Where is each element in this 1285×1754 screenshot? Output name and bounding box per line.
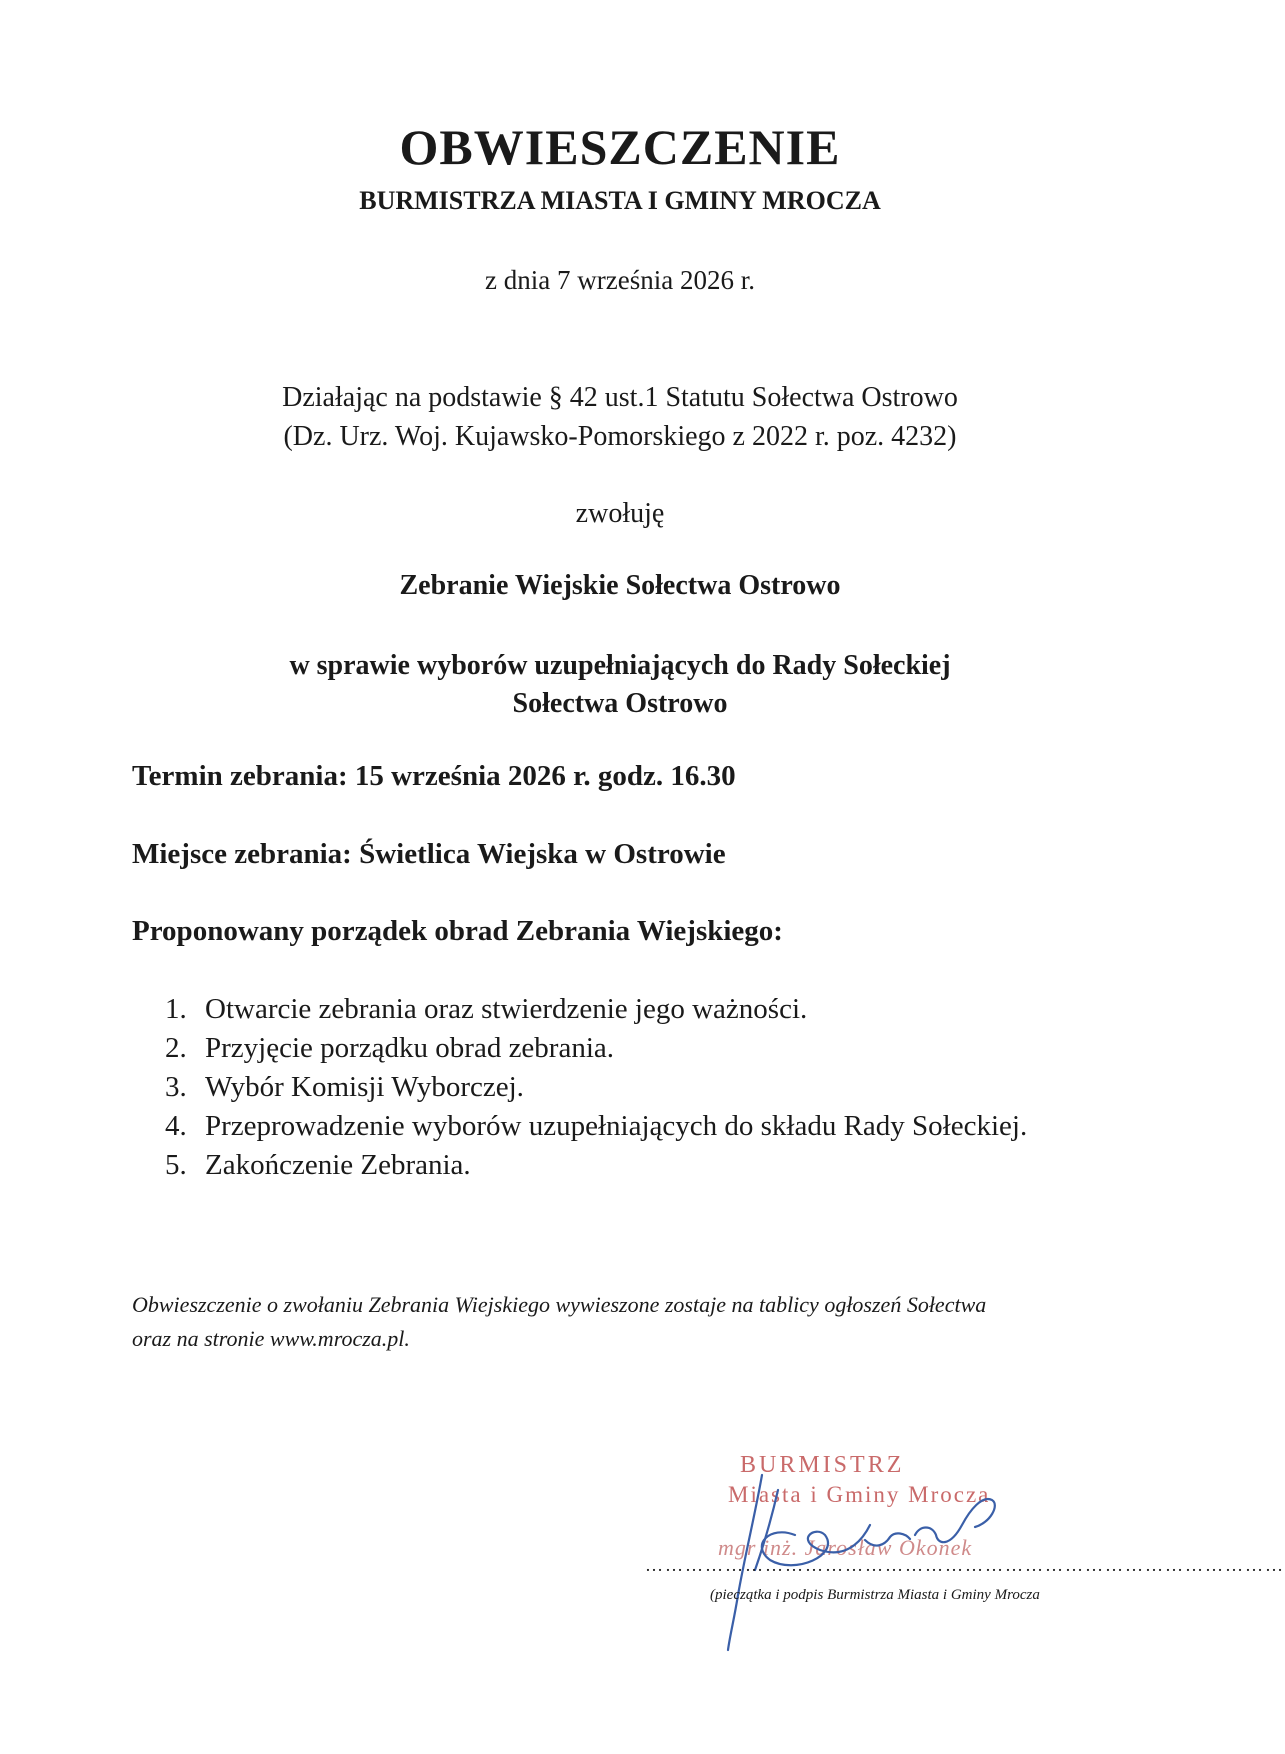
document-date: z dnia 7 września 2026 r. — [485, 265, 755, 295]
agenda-item-number: 4. — [165, 1110, 187, 1142]
signature-stroke — [865, 1533, 910, 1545]
legal-basis-line-2: (Dz. Urz. Woj. Kujawsko-Pomorskiego z 2022 r. poz. 4232) — [283, 421, 957, 452]
signature-line: …………………………………………………………………………………… — [645, 1555, 1285, 1575]
list-item — [165, 1107, 1027, 1146]
document-title: OBWIESZCZENIE — [399, 119, 841, 175]
agenda-item-number: 1. — [165, 993, 187, 1025]
stamp-title: BURMISTRZ — [740, 1452, 905, 1478]
agenda-item-text: Przeprowadzenie wyborów uzupełniających do składu Rady Sołeckiej. — [205, 1110, 1028, 1142]
list-item — [165, 990, 1027, 1029]
posting-note — [132, 1288, 1132, 1356]
agenda-item-text: Przyjęcie porządku obrad zebrania. — [205, 1032, 615, 1064]
document-subtitle: BURMISTRZA MIASTA I GMINY MROCZA — [359, 186, 881, 215]
agenda-item-number: 5. — [165, 1149, 187, 1181]
agenda-item-number: 3. — [165, 1071, 187, 1103]
agenda-heading: Proponowany porządek obrad Zebrania Wiejskiego: — [132, 915, 783, 947]
signature-caption: (pieczątka i podpis Burmistrza Miasta i Gminy Mrocza — [710, 1587, 1040, 1603]
posting-note-line-2: oraz na stronie www.mrocza.pl. — [132, 1326, 410, 1351]
stamp-name: mgr inż. Jarosław Okonek — [718, 1535, 973, 1560]
stamp-office: Miasta i Gminy Mrocza — [728, 1482, 991, 1507]
meeting-subject — [0, 647, 1240, 723]
meeting-place: Miejsce zebrania: Świetlica Wiejska w Ostrowie — [132, 838, 726, 870]
list-item — [165, 1146, 1027, 1185]
convene-text: zwołuję — [575, 498, 665, 529]
agenda-item-text: Wybór Komisji Wyborczej. — [205, 1071, 524, 1103]
meeting-subject-line-2: Sołectwa Ostrowo — [512, 688, 728, 719]
legal-basis — [0, 378, 1240, 456]
meeting-title: Zebranie Wiejskie Sołectwa Ostrowo — [399, 570, 841, 601]
signature-stroke — [915, 1499, 995, 1542]
agenda-item-number: 2. — [165, 1032, 187, 1064]
posting-note-line-1: Obwieszczenie o zwołaniu Zebrania Wiejskiego wywieszone zostaje na tablicy ogłoszeń Sołectwa — [132, 1292, 987, 1317]
legal-basis-line-1: Działając na podstawie § 42 ust.1 Statutu Sołectwa Ostrowo — [282, 382, 958, 413]
meeting-term: Termin zebrania: 15 września 2026 r. godz. 16.30 — [132, 760, 736, 792]
meeting-subject-line-1: w sprawie wyborów uzupełniających do Rady Sołeckiej — [289, 650, 951, 681]
list-item — [165, 1068, 1027, 1107]
agenda-list — [165, 990, 1027, 1185]
list-item — [165, 1029, 1027, 1068]
agenda-item-text: Zakończenie Zebrania. — [205, 1149, 471, 1181]
agenda-item-text: Otwarcie zebrania oraz stwierdzenie jego ważności. — [205, 993, 808, 1025]
